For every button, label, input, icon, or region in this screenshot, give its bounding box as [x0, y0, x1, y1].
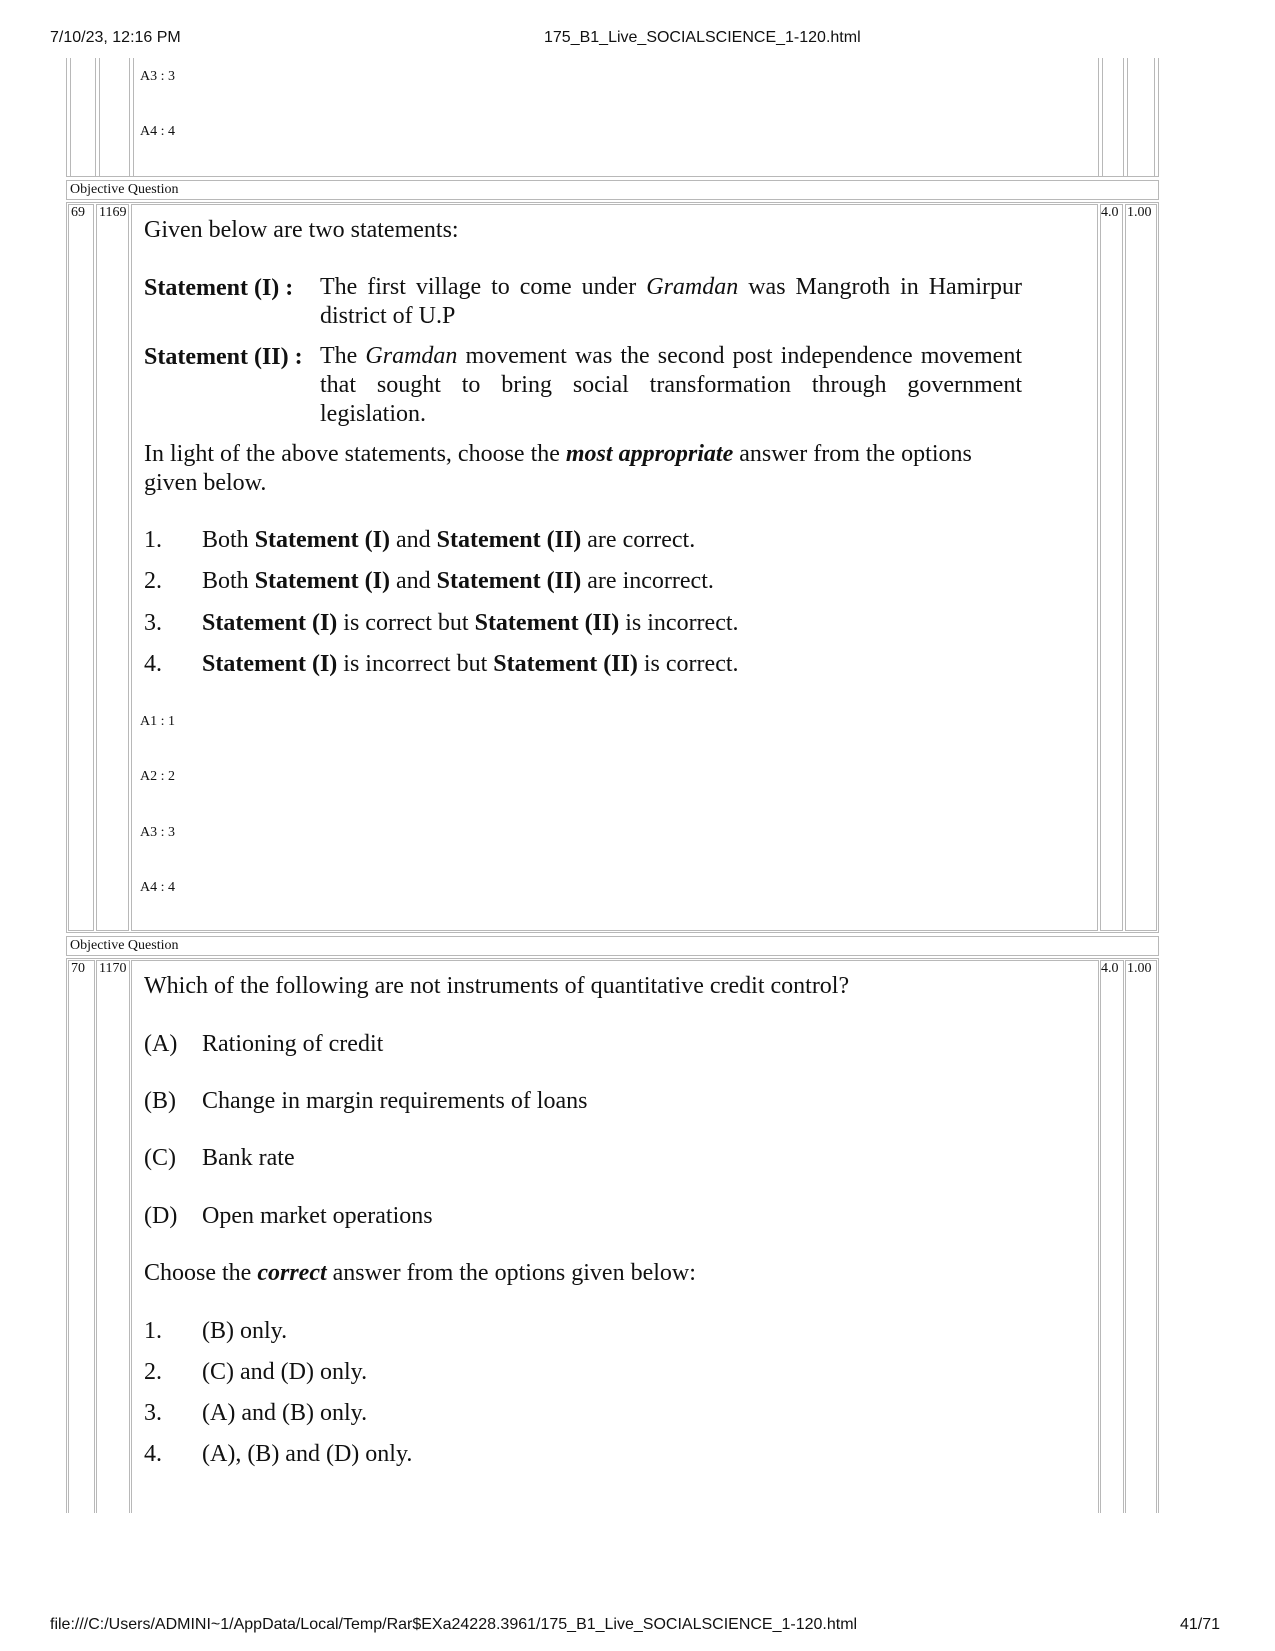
answer-option-a4: A4 : 4 [140, 880, 175, 895]
marks: 4.0 [1101, 205, 1119, 220]
negative-marks: 1.00 [1127, 961, 1152, 976]
question-number: 70 [71, 961, 85, 976]
statement-2-text: The Gramdan movement was the second post independence movement that sought to bring social transformation through government legislation. [320, 343, 1023, 427]
statement-1-text: The first village to come under Gramdan was Mangroth in Hamirpur district of U.P [320, 274, 1022, 329]
question-text: Which of the following are not instruments of quantitative credit control? [144, 973, 850, 999]
print-datetime: 7/10/23, 12:16 PM [50, 29, 181, 46]
answer-option-a3: A3 : 3 [140, 69, 175, 84]
statement-1-label: Statement (I) : [144, 275, 294, 301]
print-title: 175_B1_Live_SOCIALSCIENCE_1-120.html [544, 29, 861, 46]
answer-option-a2: A2 : 2 [140, 769, 175, 784]
negative-cell [1125, 204, 1157, 931]
question-id: 1170 [99, 961, 127, 976]
negative-marks: 1.00 [1127, 205, 1152, 220]
section-header-q69 [66, 180, 1159, 200]
question-instruction: In light of the above statements, choose the most appropriate answer from the options given below. [144, 441, 972, 496]
question-instruction: Choose the correct answer from the options given below: [144, 1260, 696, 1286]
question-id: 1169 [99, 205, 127, 220]
page-number: 41/71 [1180, 1616, 1221, 1633]
answer-option-a4: A4 : 4 [140, 124, 175, 139]
question-intro: Given below are two statements: [144, 217, 459, 243]
statement-2-label: Statement (II) : [144, 344, 303, 370]
section-header-q70 [66, 936, 1159, 956]
answer-option-a3: A3 : 3 [140, 825, 175, 840]
section-label: Objective Question [70, 938, 179, 953]
question-number: 69 [71, 205, 85, 220]
marks: 4.0 [1101, 961, 1119, 976]
qid-cell [96, 204, 129, 931]
qnum-cell [68, 204, 94, 931]
answer-option-a1: A1 : 1 [140, 714, 175, 729]
section-label: Objective Question [70, 182, 179, 197]
marks-cell [1100, 204, 1123, 931]
file-path: file:///C:/Users/ADMINI~1/AppData/Local/Temp/Rar$EXa24228.3961/175_B1_Live_SOCIALSCIENCE_1-120.html [50, 1616, 858, 1633]
